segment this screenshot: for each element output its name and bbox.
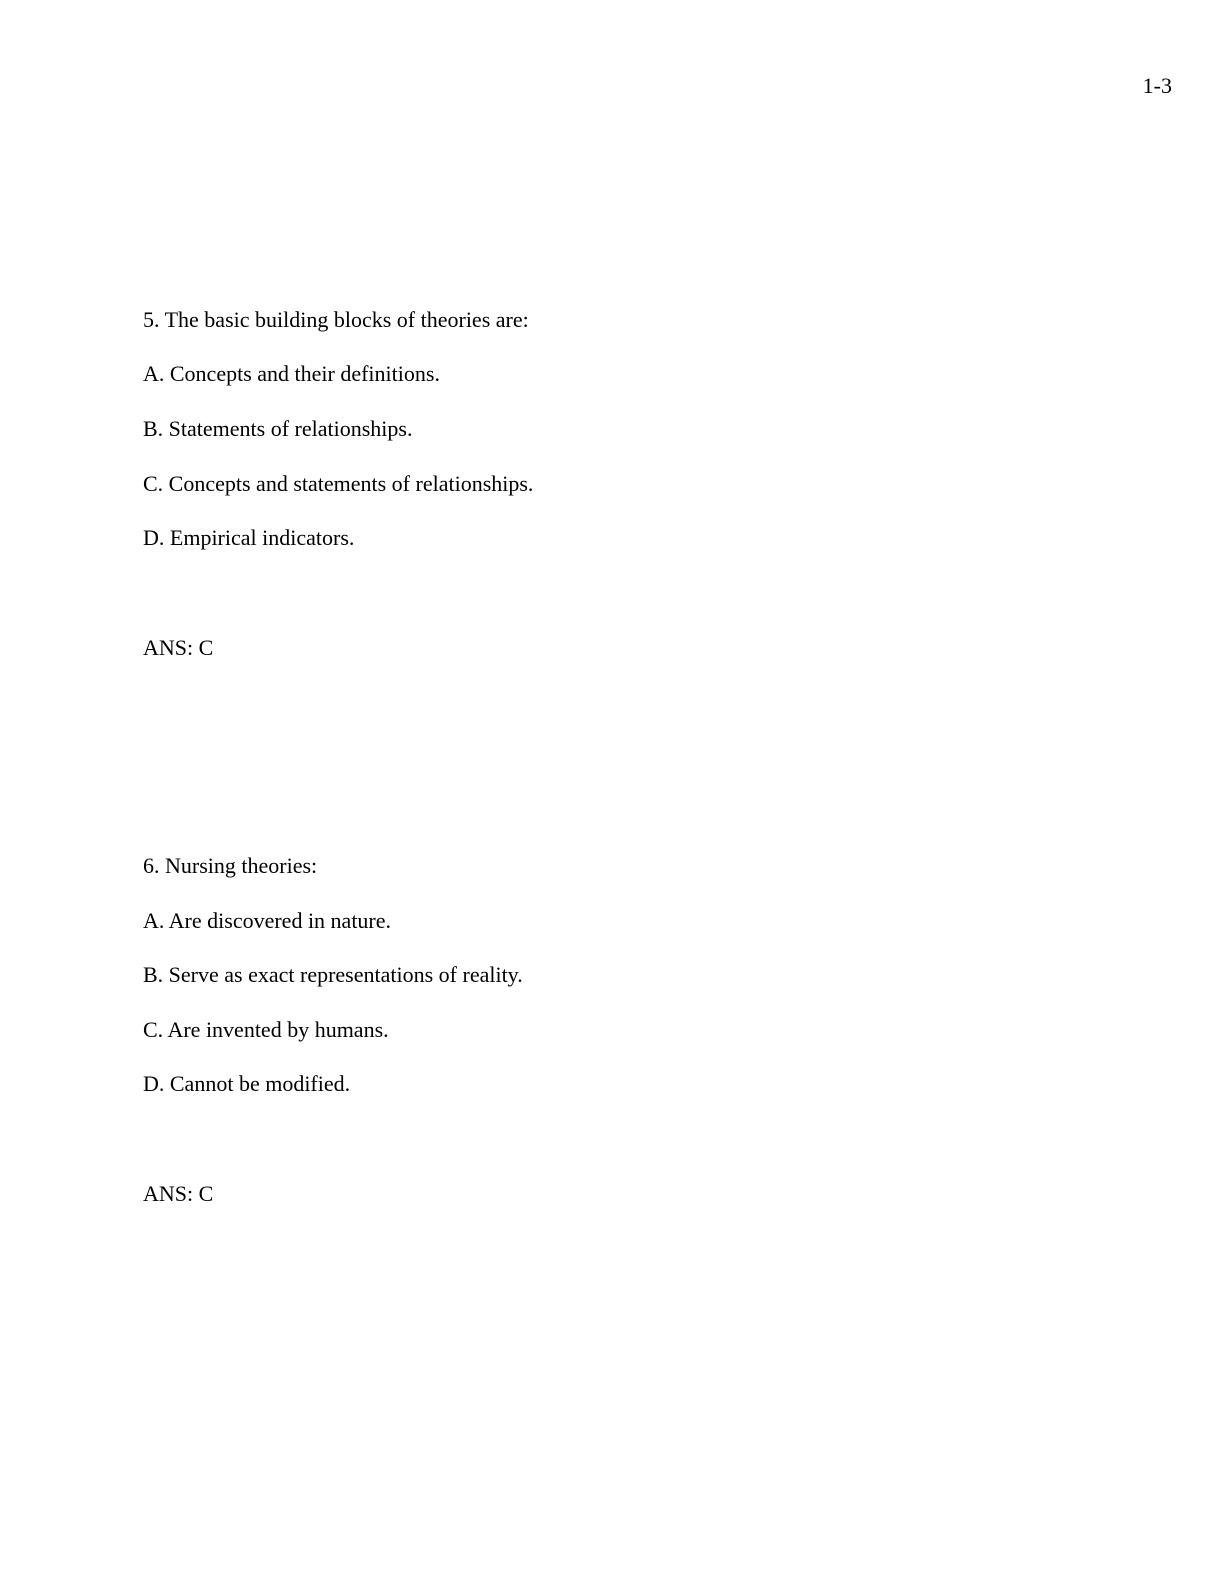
option-d: D. Cannot be modified. bbox=[143, 1071, 351, 1096]
option-b: B. Serve as exact representations of reality. bbox=[143, 962, 523, 987]
option-a: A. Are discovered in nature. bbox=[143, 908, 392, 933]
option-d: D. Empirical indicators. bbox=[143, 525, 355, 550]
answer: ANS: C bbox=[143, 1181, 214, 1206]
answer: ANS: C bbox=[143, 635, 214, 660]
question-stem: 5. The basic building blocks of theories are: bbox=[143, 307, 529, 332]
option-c: C. Are invented by humans. bbox=[143, 1017, 389, 1042]
page-number: 1-3 bbox=[1142, 73, 1172, 98]
option-a: A. Concepts and their definitions. bbox=[143, 361, 440, 386]
option-c: C. Concepts and statements of relationships. bbox=[143, 471, 534, 496]
question-stem: 6. Nursing theories: bbox=[143, 853, 318, 878]
option-b: B. Statements of relationships. bbox=[143, 416, 413, 441]
